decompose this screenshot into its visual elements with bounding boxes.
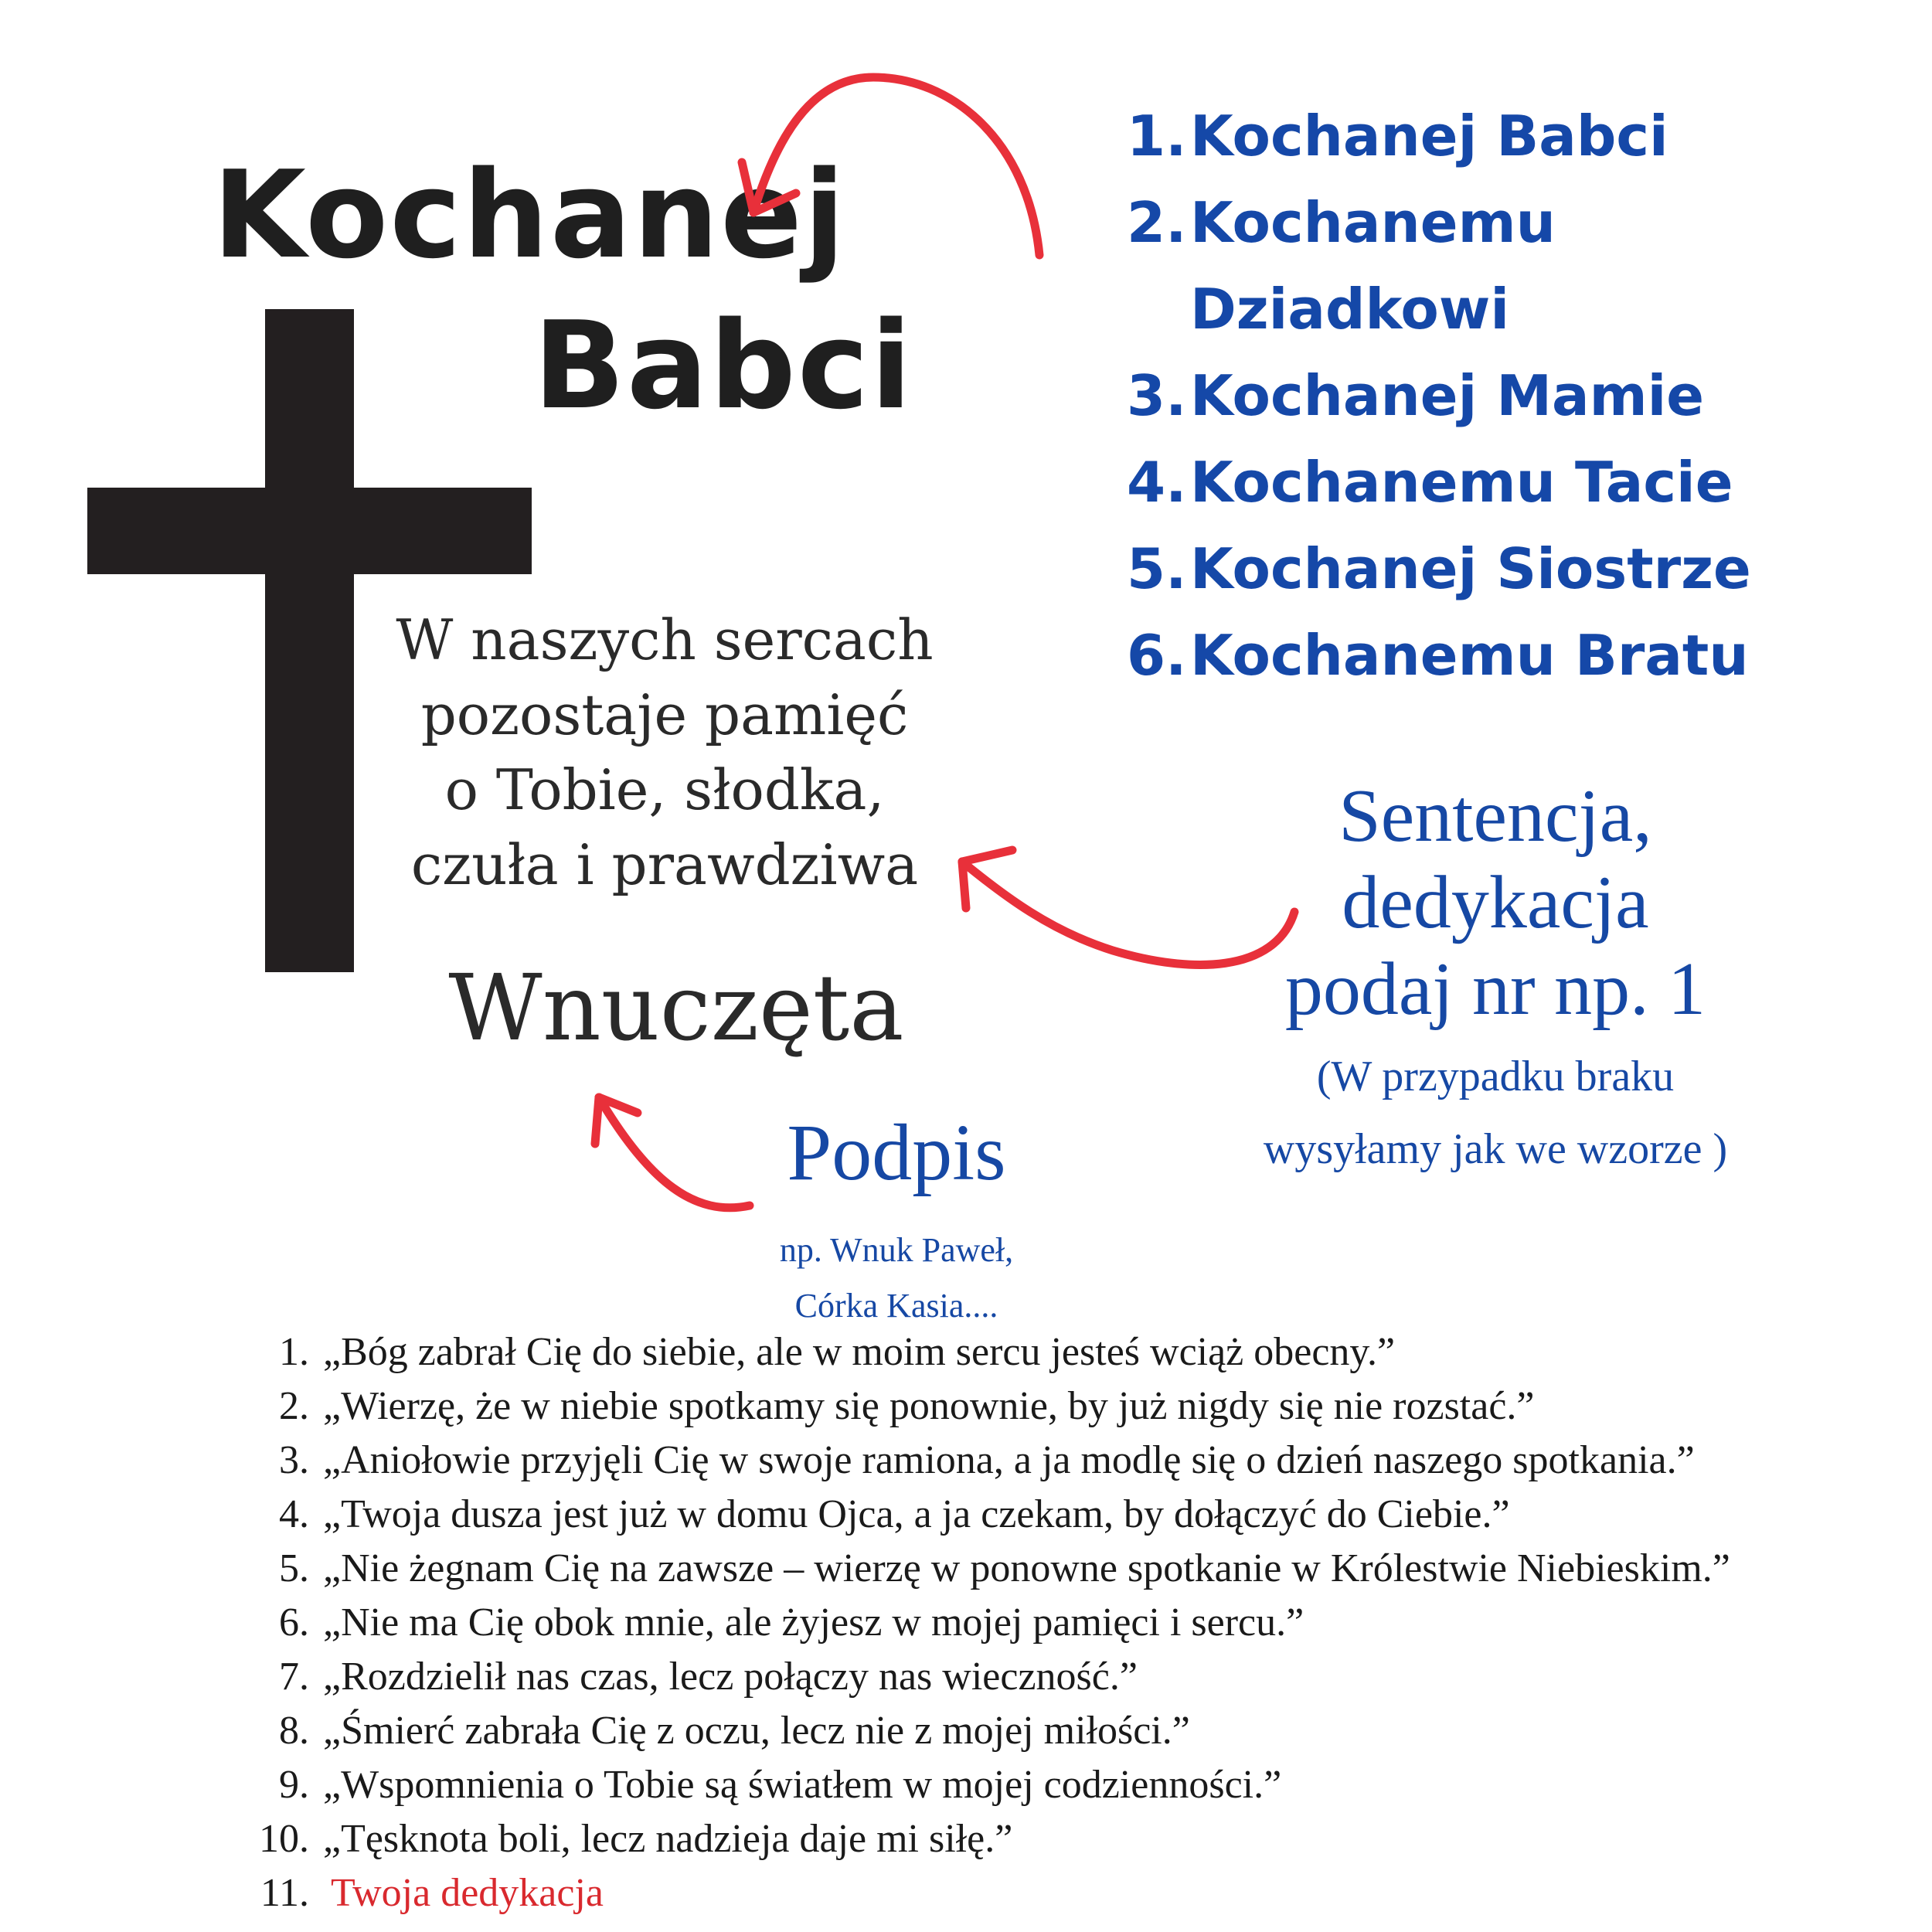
title-line-2: Babci	[533, 295, 913, 436]
dedication-text: „Bóg zabrał Cię do siebie, ale w moim sercu jesteś wciąż obecny.”	[323, 1330, 1396, 1374]
dedication-text: „Aniołowie przyjęli Cię w swoje ramiona, a ja modlę się o dzień naszego spotkania.”	[323, 1438, 1695, 1482]
recipient-number: 4.	[1127, 450, 1187, 515]
recipient-label: Kochanej Mamie	[1190, 363, 1705, 428]
sentence-line: W naszych sercach	[396, 607, 934, 672]
recipient-number: 6.	[1127, 623, 1187, 688]
dedication-number: 11.	[260, 1871, 309, 1915]
dedication-item	[232, 1650, 1730, 1704]
sentencja-note: (W przypadku braku	[1316, 1053, 1675, 1100]
dedication-text: „Śmierć zabrała Cię z oczu, lecz nie z mojej miłości.”	[323, 1709, 1190, 1753]
dedication-item	[232, 1758, 1730, 1812]
recipient-label: Kochanemu Bratu	[1190, 623, 1749, 688]
podpis-heading: Podpis	[787, 1108, 1006, 1197]
dedication-number: 1.	[279, 1330, 309, 1374]
dedication-item	[232, 1596, 1730, 1650]
sentencja-heading: dedykacja	[1342, 861, 1649, 944]
arrow-to-sentence-icon	[962, 850, 1294, 964]
sentence-line: czuła i prawdziwa	[410, 832, 919, 897]
dedication-item	[232, 1812, 1730, 1866]
dedication-number: 5.	[279, 1546, 309, 1590]
dedication-number: 8.	[279, 1709, 309, 1753]
sentence-line: pozostaje pamięć	[420, 682, 909, 747]
recipient-number: 5.	[1127, 536, 1187, 601]
recipient-label: Dziadkowi	[1190, 277, 1510, 342]
recipient-number: 2.	[1127, 190, 1187, 255]
dedication-text: „Nie żegnam Cię na zawsze – wierzę w ponowne spotkanie w Królestwie Niebieskim.”	[323, 1546, 1730, 1590]
dedication-item	[232, 1488, 1730, 1542]
podpis-example-line: Córka Kasia....	[794, 1287, 998, 1325]
dedication-text: „Wierzę, że w niebie spotkamy się ponownie, by już nigdy się nie rozstać.”	[323, 1384, 1535, 1428]
podpis-example-line: np. Wnuk Paweł,	[779, 1231, 1014, 1269]
arrow-to-signature-icon	[595, 1097, 750, 1208]
dedication-text: „Twoja dusza jest już w domu Ojca, a ja czekam, by dołączyć do Ciebie.”	[323, 1492, 1510, 1536]
recipient-label: Kochanej Babci	[1190, 104, 1668, 168]
arrow-to-title-icon	[742, 77, 1039, 255]
dedication-item	[232, 1379, 1730, 1434]
dedication-item	[232, 1704, 1730, 1758]
dedication-item	[232, 1542, 1730, 1596]
sentencja-heading: Sentencja,	[1338, 774, 1652, 858]
title-line-1: Kochanej	[213, 145, 847, 285]
recipient-number: 1.	[1127, 104, 1187, 168]
dedication-number: 2.	[279, 1384, 309, 1428]
sentencja-heading: podaj nr np. 1	[1284, 947, 1706, 1031]
dedication-number: 4.	[279, 1492, 309, 1536]
dedication-text: „Wspomnienia o Tobie są światłem w mojej codzienności.”	[323, 1763, 1282, 1807]
dedication-number: 9.	[279, 1763, 309, 1807]
dedication-item-custom	[232, 1866, 1730, 1920]
dedication-number: 7.	[279, 1655, 309, 1699]
recipient-label: Kochanemu Tacie	[1190, 450, 1733, 515]
dedication-text: „Rozdzielił nas czas, lecz połączy nas wieczność.”	[323, 1655, 1138, 1699]
dedication-number: 6.	[279, 1600, 309, 1645]
dedication-number: 10.	[259, 1817, 309, 1861]
sentencja-note: wysyłamy jak we wzorze )	[1263, 1125, 1728, 1173]
recipient-number: 3.	[1127, 363, 1187, 428]
sentence-line: o Tobie, słodka,	[444, 757, 885, 822]
recipient-label: Kochanemu	[1190, 190, 1556, 255]
dedication-list	[232, 1325, 1730, 1920]
dedication-item	[232, 1434, 1730, 1488]
dedication-text: „Nie ma Cię obok mnie, ale żyjesz w mojej pamięci i sercu.”	[323, 1600, 1304, 1645]
signature-text: Wnuczęta	[448, 954, 904, 1061]
custom-dedication-text: Twoja dedykacja	[331, 1871, 604, 1915]
dedication-text: „Tęsknota boli, lecz nadzieja daje mi siłę.”	[323, 1817, 1013, 1861]
dedication-item	[232, 1325, 1730, 1379]
dedication-number: 3.	[279, 1438, 309, 1482]
recipient-label: Kochanej Siostrze	[1190, 536, 1751, 601]
